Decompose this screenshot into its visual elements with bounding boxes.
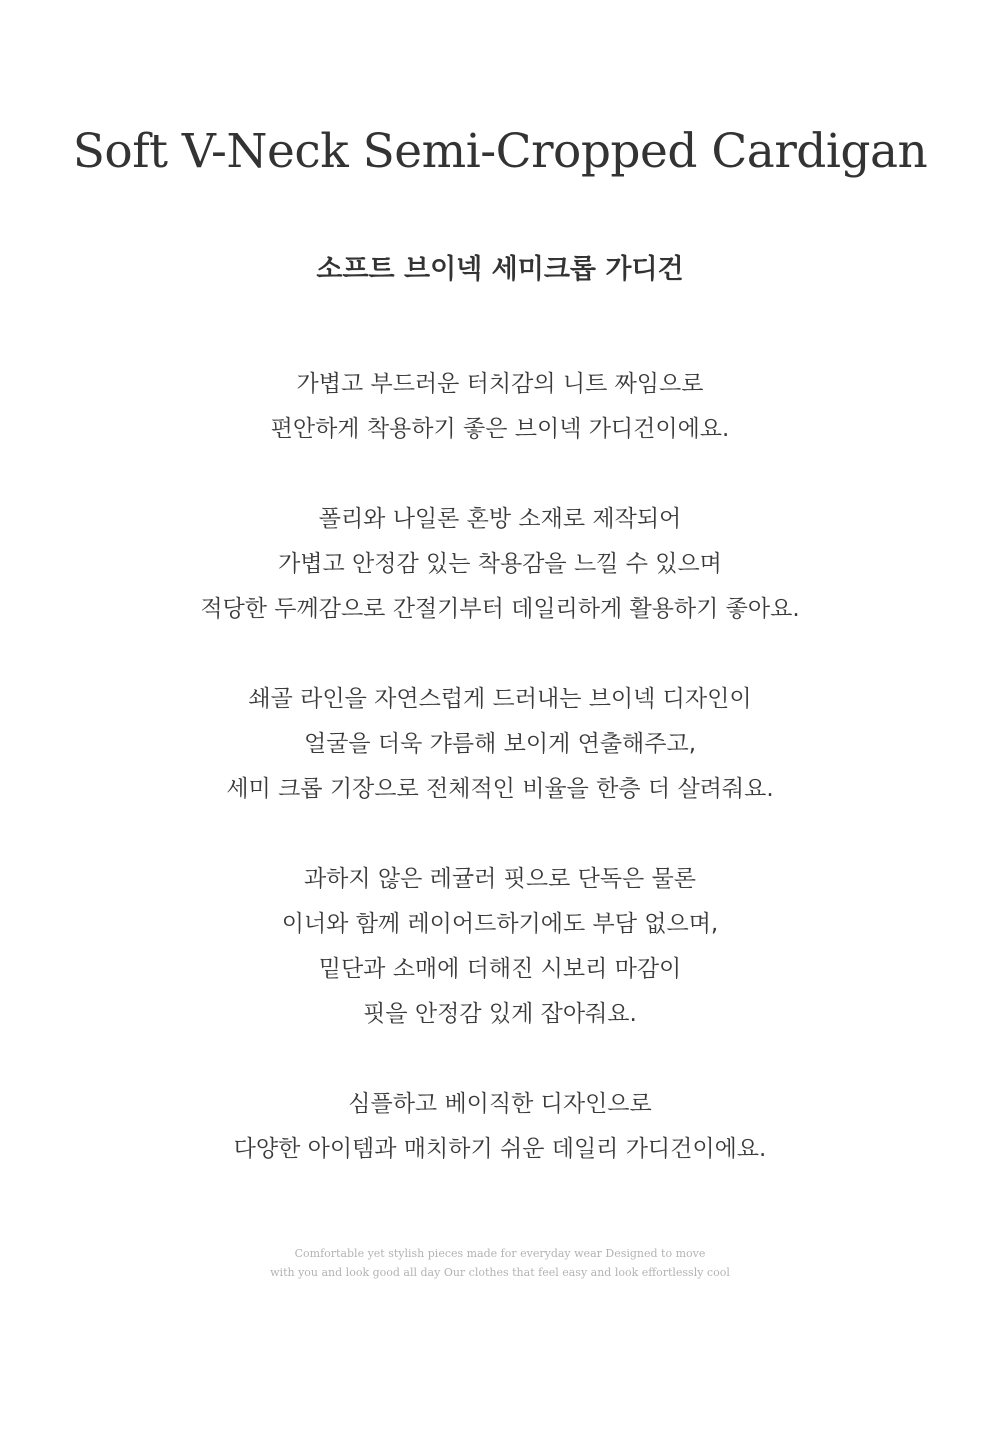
description-paragraph-1 [0, 362, 1000, 452]
description-line: 핏을 안정감 있게 잡아줘요. [363, 1001, 637, 1027]
product-description [0, 362, 1000, 1217]
description-line: 폴리와 나일론 혼방 소재로 제작되어 [318, 506, 682, 532]
product-title-korean: 소프트 브이넥 세미크롭 가디건 [316, 254, 684, 285]
description-paragraph-5 [0, 1082, 1000, 1172]
description-paragraph-4 [0, 857, 1000, 1037]
description-line: 이너와 함께 레이어드하기에도 부담 없으며, [281, 911, 719, 937]
description-line: 세미 크롭 기장으로 전체적인 비율을 한층 더 살려줘요. [226, 776, 774, 802]
brand-tagline [0, 1244, 1000, 1282]
product-title-english: Soft V-Neck Semi-Cropped Cardigan [72, 124, 928, 179]
description-line: 가볍고 부드러운 터치감의 니트 짜임으로 [296, 371, 704, 397]
brand-tagline-line: Comfortable yet stylish pieces made for everyday wear Designed to move [294, 1247, 706, 1260]
description-paragraph-2 [0, 497, 1000, 632]
description-line: 밑단과 소매에 더해진 시보리 마감이 [318, 956, 682, 982]
description-line: 얼굴을 더욱 갸름해 보이게 연출해주고, [303, 731, 697, 757]
description-line: 편안하게 착용하기 좋은 브이넥 가디건이에요. [270, 416, 730, 442]
description-line: 적당한 두께감으로 간절기부터 데일리하게 활용하기 좋아요. [200, 596, 800, 622]
description-line: 쇄골 라인을 자연스럽게 드러내는 브이넥 디자인이 [248, 686, 752, 712]
description-line: 가볍고 안정감 있는 착용감을 느낄 수 있으며 [278, 551, 722, 577]
description-line: 과하지 않은 레귤러 핏으로 단독은 물론 [303, 866, 697, 892]
brand-tagline-line: with you and look good all day Our clothes that feel easy and look effortlessly cool [270, 1266, 730, 1279]
description-paragraph-3 [0, 677, 1000, 812]
description-line: 다양한 아이템과 매치하기 쉬운 데일리 가디건이에요. [233, 1136, 767, 1162]
description-line: 심플하고 베이직한 디자인으로 [348, 1091, 652, 1117]
